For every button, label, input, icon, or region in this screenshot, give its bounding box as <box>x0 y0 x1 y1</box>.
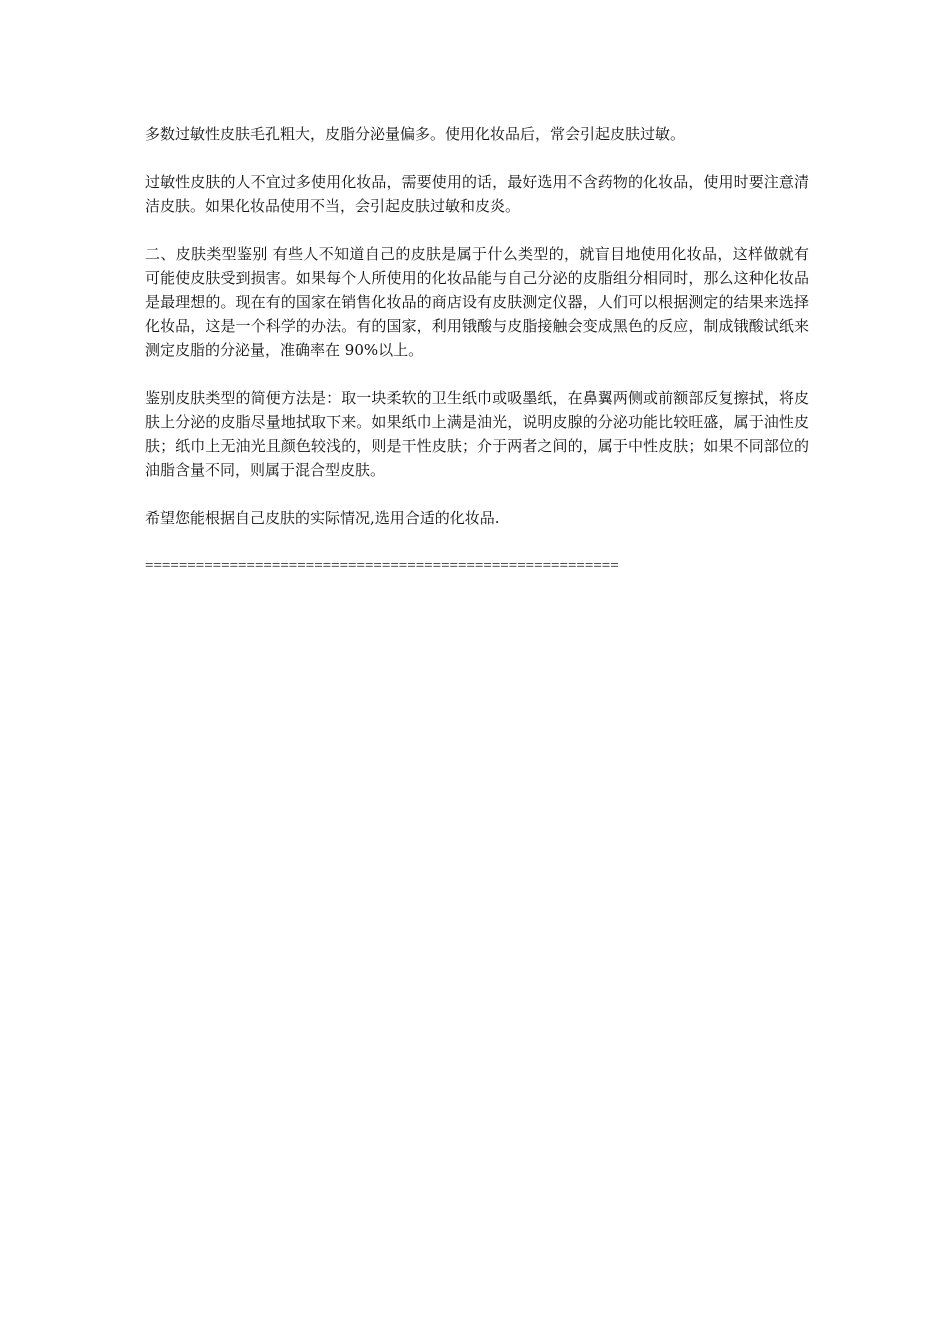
document-body <box>145 122 809 578</box>
paragraph-skin-type-identification: 二、皮肤类型鉴别 有些人不知道自己的皮肤是属于什么类型的，就盲目地使用化妆品，这样做就有可能使皮肤受到损害。如果每个人所使用的化妆品能与自己分泌的皮脂组分相同时，那么这种化妆品是最理想的。现在有的国家在销售化妆品的商店设有皮肤测定仪器，人们可以根据测定的结果来选择化妆品，这是一个科学的办法。有的国家，利用锇酸与皮脂接触会变成黑色的反应，制成锇酸试纸来测定皮脂的分泌量，准确率在 90%以上。 <box>145 245 809 359</box>
paragraph-allergic-skin-advice: 过敏性皮肤的人不宜过多使用化妆品，需要使用的话，最好选用不含药物的化妆品，使用时要注意清洁皮肤。如果化妆品使用不当，会引起皮肤过敏和皮炎。 <box>145 173 809 215</box>
paragraph-simple-identification-method: 鉴别皮肤类型的简便方法是：取一块柔软的卫生纸巾或吸墨纸，在鼻翼两侧或前额部反复擦拭，将皮肤上分泌的皮脂尽量地拭取下来。如果纸巾上满是油光，说明皮腺的分泌功能比较旺盛，属于油性皮肤；纸巾上无油光且颜色较浅的，则是干性皮肤；介于两者之间的，属于中性皮肤；如果不同部位的油脂含量不同，则属于混合型皮肤。 <box>145 389 809 479</box>
paragraph-allergic-skin-pores: 多数过敏性皮肤毛孔粗大，皮脂分泌量偏多。使用化妆品后，常会引起皮肤过敏。 <box>145 125 686 143</box>
paragraph-closing-wish: 希望您能根据自己皮肤的实际情况,选用合适的化妆品. <box>145 509 500 527</box>
separator-line: ======================================================== <box>145 558 619 574</box>
